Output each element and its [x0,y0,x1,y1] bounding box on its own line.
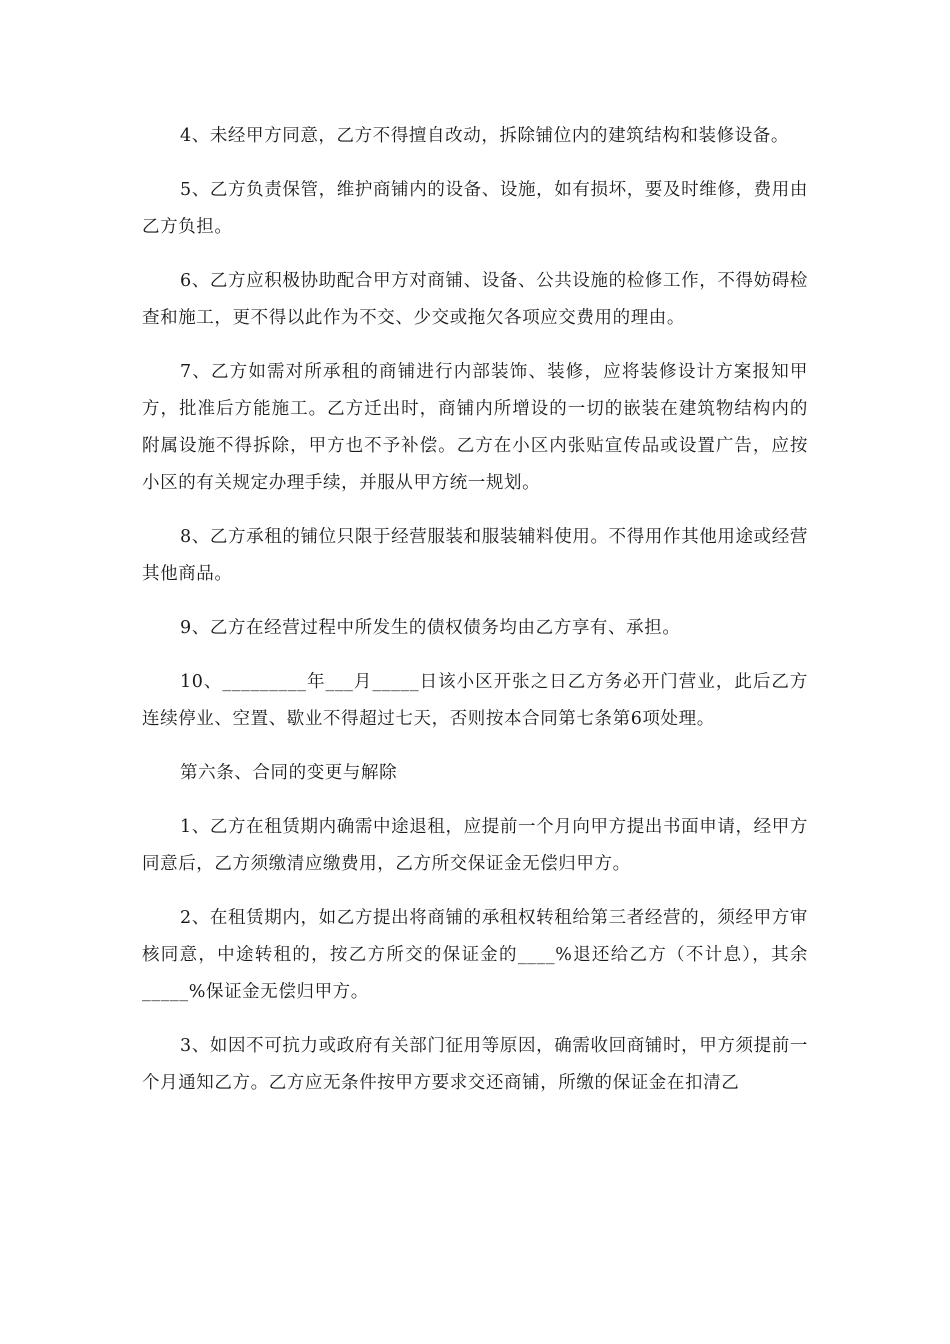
article-6-clause-3: 3、如因不可抗力或政府有关部门征用等原因，确需收回商铺时，甲方须提前一个月通知乙方。乙方应无条件按甲方要求交还商铺，所缴的保证金在扣清乙 [142,1036,808,1093]
clause-5: 5、乙方负责保管，维护商铺内的设备、设施，如有损坏，要及时维修，费用由乙方负担。 [142,180,808,237]
clause-9: 9、乙方在经营过程中所发生的债权债务均由乙方享有、承担。 [180,618,681,638]
contract-body [142,118,808,1119]
clause-8: 8、乙方承租的铺位只限于经营服装和服装辅料使用。不得用作其他用途或经营其他商品。 [142,527,808,584]
clause-10: 10、_________年___月_____日该小区开张之日乙方务必开门营业，此后乙方连续停业、空置、歇业不得超过七天，否则按本合同第七条第6项处理。 [142,672,808,729]
article-6-clause-1: 1、乙方在租赁期内确需中途退租，应提前一个月向甲方提出书面申请，经甲方同意后，乙方须缴清应缴费用，乙方所交保证金无偿归甲方。 [142,817,808,874]
clause-6: 6、乙方应积极协助配合甲方对商铺、设备、公共设施的检修工作，不得妨碍检查和施工，更不得以此作为不交、少交或拖欠各项应交费用的理由。 [142,271,808,328]
section-heading-article-6: 第六条、合同的变更与解除 [180,763,398,783]
clause-7: 7、乙方如需对所承租的商铺进行内部装饰、装修，应将装修设计方案报知甲方，批准后方能施工。乙方迁出时，商铺内所增设的一切的嵌装在建筑物结构内的附属设施不得拆除，甲方也不予补偿。乙方在小区内张贴宣传品或设置广告，应按小区的有关规定办理手续，并服从甲方统一规划。 [142,362,808,493]
article-6-clause-2: 2、在租赁期内，如乙方提出将商铺的承租权转租给第三者经营的，须经甲方审核同意，中途转租的，按乙方所交的保证金的____%退还给乙方（不计息），其余_____%保证金无偿归甲方。 [142,908,808,1002]
clause-4: 4、未经甲方同意，乙方不得擅自改动，拆除铺位内的建筑结构和装修设备。 [180,126,790,146]
